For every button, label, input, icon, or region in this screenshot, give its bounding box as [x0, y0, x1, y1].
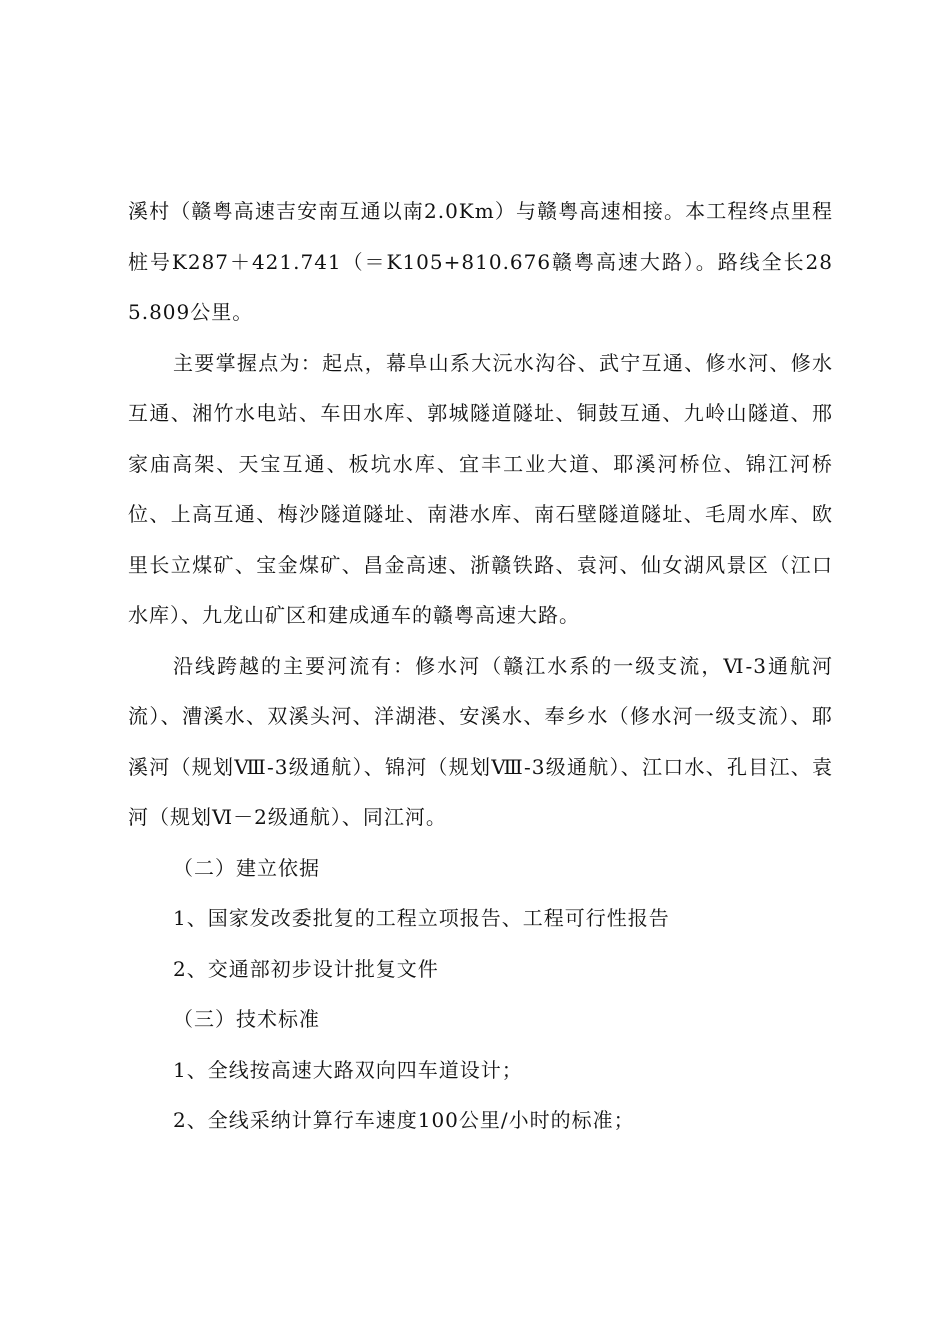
- paragraph-control-points: 主要掌握点为：起点，幕阜山系大沅水沟谷、武宁互通、修水河、修水互通、湘竹水电站、车田水库、郭城隧道隧址、铜鼓互通、九岭山隧道、邢家庙高架、天宝互通、板坑水库、宜丰工业大道、耶溪河桥位、锦江河桥位、上高互通、梅沙隧道隧址、南港水库、南石壁隧道隧址、毛周水库、欧里长立煤矿、宝金煤矿、昌金高速、浙赣铁路、袁河、仙女湖风景区（江口水库）、九龙山矿区和建成通车的赣粤高速大路。: [128, 350, 833, 627]
- list-item-basis-2: 2、交通部初步设计批复文件: [173, 956, 439, 981]
- list-item-standard-1: 1、全线按高速大路双向四车道设计；: [173, 1057, 523, 1082]
- section-heading-standards: （三）技术标准: [173, 1007, 320, 1031]
- document-body: [128, 186, 833, 1146]
- paragraph-rivers: 沿线跨越的主要河流有：修水河（赣江水系的一级支流，Ⅵ-3通航河流）、漕溪水、双溪头河、洋湖港、安溪水、奉乡水（修水河一级支流）、耶溪河（规划Ⅷ-3级通航）、锦河（规划Ⅷ-3级通航）、江口水、孔目江、袁河（规划Ⅵ－2级通航）、同江河。: [128, 653, 833, 829]
- paragraph-continued: 溪村（赣粤高速吉安南互通以南2.0Km）与赣粤高速相接。本工程终点里程桩号K287＋421.741（＝K105+810.676赣粤高速大路）。路线全长285.809公里。: [128, 199, 833, 324]
- list-item-standard-2: 2、全线采纳计算行车速度100公里/小时的标准；: [173, 1108, 635, 1132]
- list-item-basis-1: 1、国家发改委批复的工程立项报告、工程可行性报告: [173, 906, 670, 930]
- section-heading-basis: （二）建立依据: [173, 855, 320, 880]
